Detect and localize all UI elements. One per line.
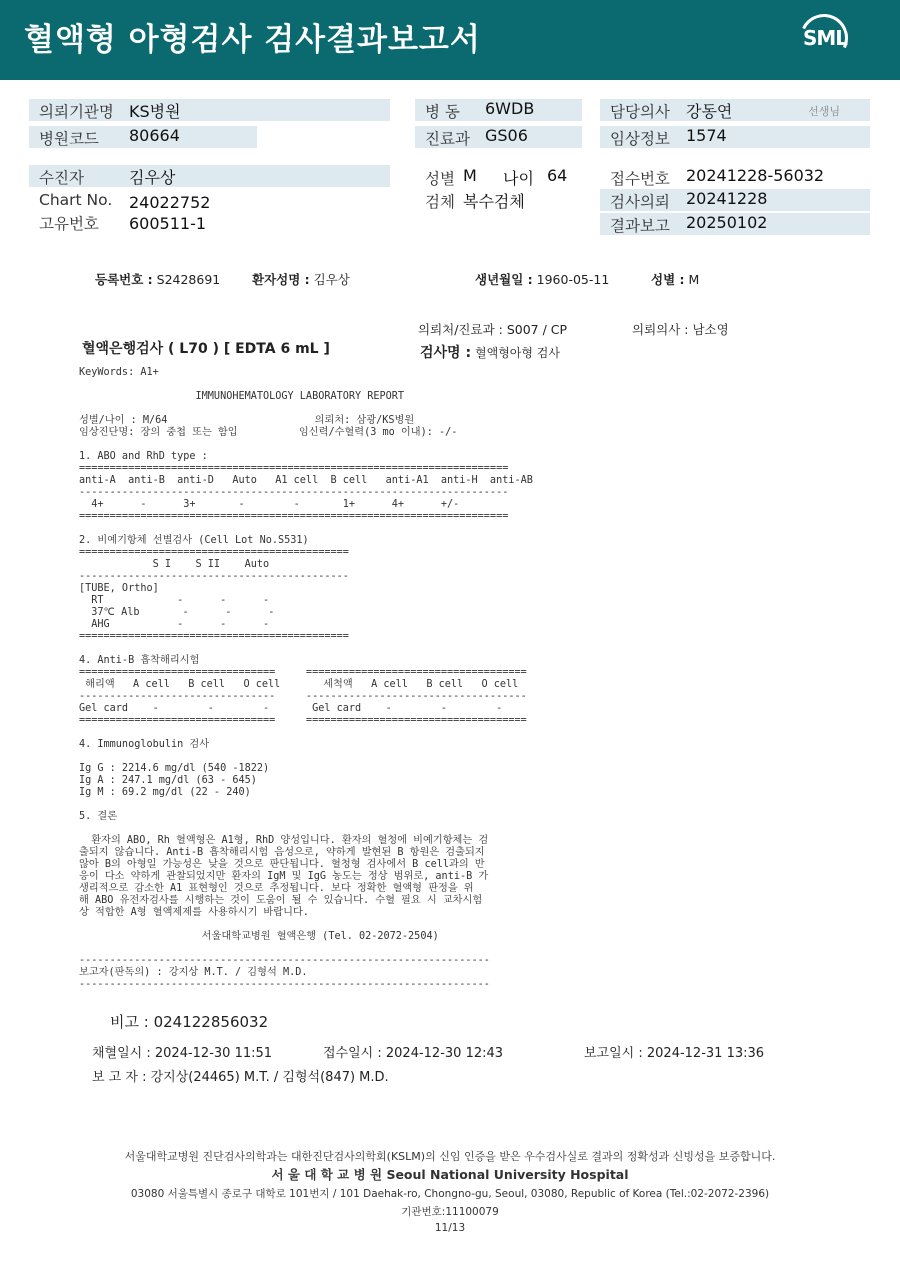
reporter-label: 보 고 자 : — [92, 1070, 147, 1085]
patient-sex-label: 성별 : — [651, 272, 685, 287]
test-name-value: 혈액형아형 검사 — [475, 346, 560, 360]
date-of-birth — [475, 270, 609, 288]
report-header — [0, 0, 900, 80]
hospital-code-label: 병원코드 — [39, 130, 99, 148]
collection-value: 2024-12-30 11:51 — [154, 1046, 273, 1061]
sex-label: 성별 — [425, 170, 455, 188]
collection-label: 채혈일시 : — [92, 1046, 151, 1061]
registration-label: 등록번호 : — [95, 272, 153, 287]
department-label: 진료과 — [425, 130, 470, 148]
doctor-value: 강동연 — [686, 102, 733, 121]
test-name-label: 검사명 : — [420, 345, 472, 361]
hospital-address: 03080 서울특별시 종로구 대학로 101번지 / 101 Daehak-ro, Chongno-gu, Seoul, 03080, Republic of Korea (Tel.:02-2072-2396) — [130, 1188, 770, 1200]
lab-report-body: KeyWords: A1+ IMMUNOHEMATOLOGY LABORATORY REPORT 성별/나이 : M/64 의뢰처: 삼광/KS병원 임상진단명: 장의 중첩 또는 함입 임신력/수혈력(3 mo 이내): -/- 1. ABO and RhD type : ====================================================================== anti-A anti-B anti-D Auto A1 cell B cell anti-A1 anti-H anti-AB ---------------------------------------------------------------------- 4+ - 3+ - - 1+ 4+ +/- ====================================================================== 2. 비예기항체 선별검사 (Cell Lot No.S531) ============================================ S I S II Auto -------------------------------------------- [TUBE, Ortho] RT - - - 37℃ Alb - - - AHG - - - ============================================ 4. Anti-B 흡착해리시험 ================================ ==================================== 해리액 A cell B cell O cell 세척액 A cell B cell O cell -------------------------------- ------------------------------------ Gel card - - - Gel card - - - ================================ ==================================== 4. Immunoglobulin 검사 Ig G : 2214.6 mg/dl (540 -1822) Ig A : 247.1 mg/dl (63 - 645) Ig M : 69.2 mg/dl (22 - 240) 5. 결론 환자의 ABO, Rh 혈액형은 A1형, RhD 양성입니다. 환자의 혈청에 비예기항체는 검 출되지 않습니다. Anti-B 흡착해리시험 음성으로, 약하게 발현된 B 항원은 검출되지 않아 B의 아형일 가능성은 낮을 것으로 판단됩니다. 혈청형 검사에서 B cell과의 반 응이 다소 약하게 관찰되었지만 환자의 IgM 및 IgG 농도는 정상 범위로, anti-B 가 생리적으로 감소한 A1 표현형인 것으로 추정됩니다. 보다 정확한 혈액형 판정을 위 해 ABO 유전자검사를 시행하는 것이 도움이 될 수 있습니다. 수혈 필요 시 교차시험 상 적합한 A형 혈액제제를 사용하시기 바랍니다. 서울대학교병원 혈액은행 (Tel. 02-2072-2504) ------------------------------------------------------------------- 보고자(판독의) : 강지상 M.T. / 김형석 M.D. ------------------------------------------------------------------- — [79, 367, 533, 990]
patient-field — [29, 165, 390, 187]
receipt-time — [323, 1042, 503, 1061]
reporter — [92, 1066, 389, 1085]
report-time-label: 보고일시 : — [584, 1046, 643, 1061]
clinical-info-label: 임상정보 — [610, 130, 670, 148]
age-value: 64 — [547, 166, 568, 185]
ward-label: 병 동 — [425, 103, 460, 121]
department-value: GS06 — [485, 126, 528, 145]
receipt-time-label: 접수일시 : — [323, 1046, 382, 1061]
remark — [110, 1011, 268, 1032]
sml-logo — [796, 12, 854, 68]
ward-value: 6WDB — [485, 99, 535, 118]
result-date-field — [600, 213, 870, 235]
registration-number — [95, 270, 220, 288]
result-date-label: 결과보고 — [610, 217, 670, 235]
doctor-label: 담당의사 — [610, 103, 670, 121]
remark-value: 024122856032 — [153, 1013, 269, 1031]
chart-no-label: Chart No. — [39, 191, 113, 209]
receipt-field — [600, 166, 870, 188]
receipt-time-value: 2024-12-30 12:43 — [385, 1046, 504, 1061]
receipt-value: 20241228-56032 — [686, 166, 825, 185]
unique-id-label: 고유번호 — [39, 215, 99, 233]
hospital-label: 의뢰기관명 — [39, 103, 114, 121]
chart-no-field — [29, 190, 390, 212]
unique-id-value: 600511-1 — [129, 214, 207, 233]
specimen-field — [415, 189, 585, 211]
clinical-info-field — [600, 126, 870, 148]
chart-no-value: 24022752 — [129, 193, 211, 212]
age-label: 나이 — [503, 169, 534, 188]
hospital-name: 서 울 대 학 교 병 원 Seoul National University Hospital — [271, 1167, 629, 1182]
hospital-field — [29, 99, 390, 121]
report-time — [584, 1042, 764, 1061]
specimen-label: 검체 — [425, 193, 455, 211]
sex-age-field — [415, 166, 585, 188]
dob-label: 생년월일 : — [475, 272, 533, 287]
hospital-code-field — [29, 126, 257, 148]
patient-label: 수진자 — [39, 169, 84, 187]
sex-value: M — [463, 166, 477, 185]
doctor-suffix: 선생님 — [808, 105, 840, 118]
patient-sex — [651, 270, 699, 288]
registration-value: S2428691 — [156, 272, 221, 287]
patient-name — [252, 270, 350, 288]
requesting-doctor: 의뢰의사 : 남소영 — [632, 322, 729, 337]
ward-field — [415, 99, 582, 121]
test-title: 혈액은행검사 ( L70 ) [ EDTA 6 mL ] — [82, 341, 330, 357]
clinical-info-value: 1574 — [686, 126, 727, 145]
unique-id-field — [29, 211, 390, 233]
report-title: 혈액형 아형검사 검사결과보고서 — [24, 22, 481, 58]
specimen-value: 복수검체 — [463, 192, 525, 211]
department-field — [415, 126, 582, 148]
result-date-value: 20250102 — [686, 213, 768, 232]
receipt-label: 접수번호 — [610, 170, 670, 188]
page-number: 11/13 — [434, 1222, 466, 1234]
patient-name-label: 환자성명 : — [252, 272, 310, 287]
patient-sex-value: M — [688, 272, 700, 287]
institution-code: 기관번호:11100079 — [401, 1206, 499, 1218]
doctor-field — [600, 99, 870, 121]
patient-value: 김우상 — [129, 168, 176, 187]
report-time-value: 2024-12-31 13:36 — [646, 1046, 765, 1061]
collection-time — [92, 1042, 272, 1061]
requesting-dept: 의뢰처/진료과 : S007 / CP — [418, 322, 568, 337]
patient-name-value: 김우상 — [313, 272, 350, 287]
test-name — [420, 342, 560, 362]
remark-label: 비고 : — [110, 1013, 149, 1031]
request-date-field — [600, 189, 870, 211]
request-date-value: 20241228 — [686, 189, 768, 208]
logo-text: SML — [802, 26, 848, 50]
hospital-value: KS병원 — [129, 102, 181, 121]
dob-value: 1960-05-11 — [536, 272, 610, 287]
request-date-label: 검사의뢰 — [610, 193, 670, 211]
certification-text: 서울대학교병원 진단검사의학과는 대한진단검사의학회(KSLM)의 신임 인증을 받은 우수검사실로 결과의 정확성과 신빙성을 보증합니다. — [124, 1150, 776, 1163]
reporter-value: 강지상(24465) M.T. / 김형석(847) M.D. — [150, 1070, 389, 1085]
hospital-code-value: 80664 — [129, 126, 180, 145]
